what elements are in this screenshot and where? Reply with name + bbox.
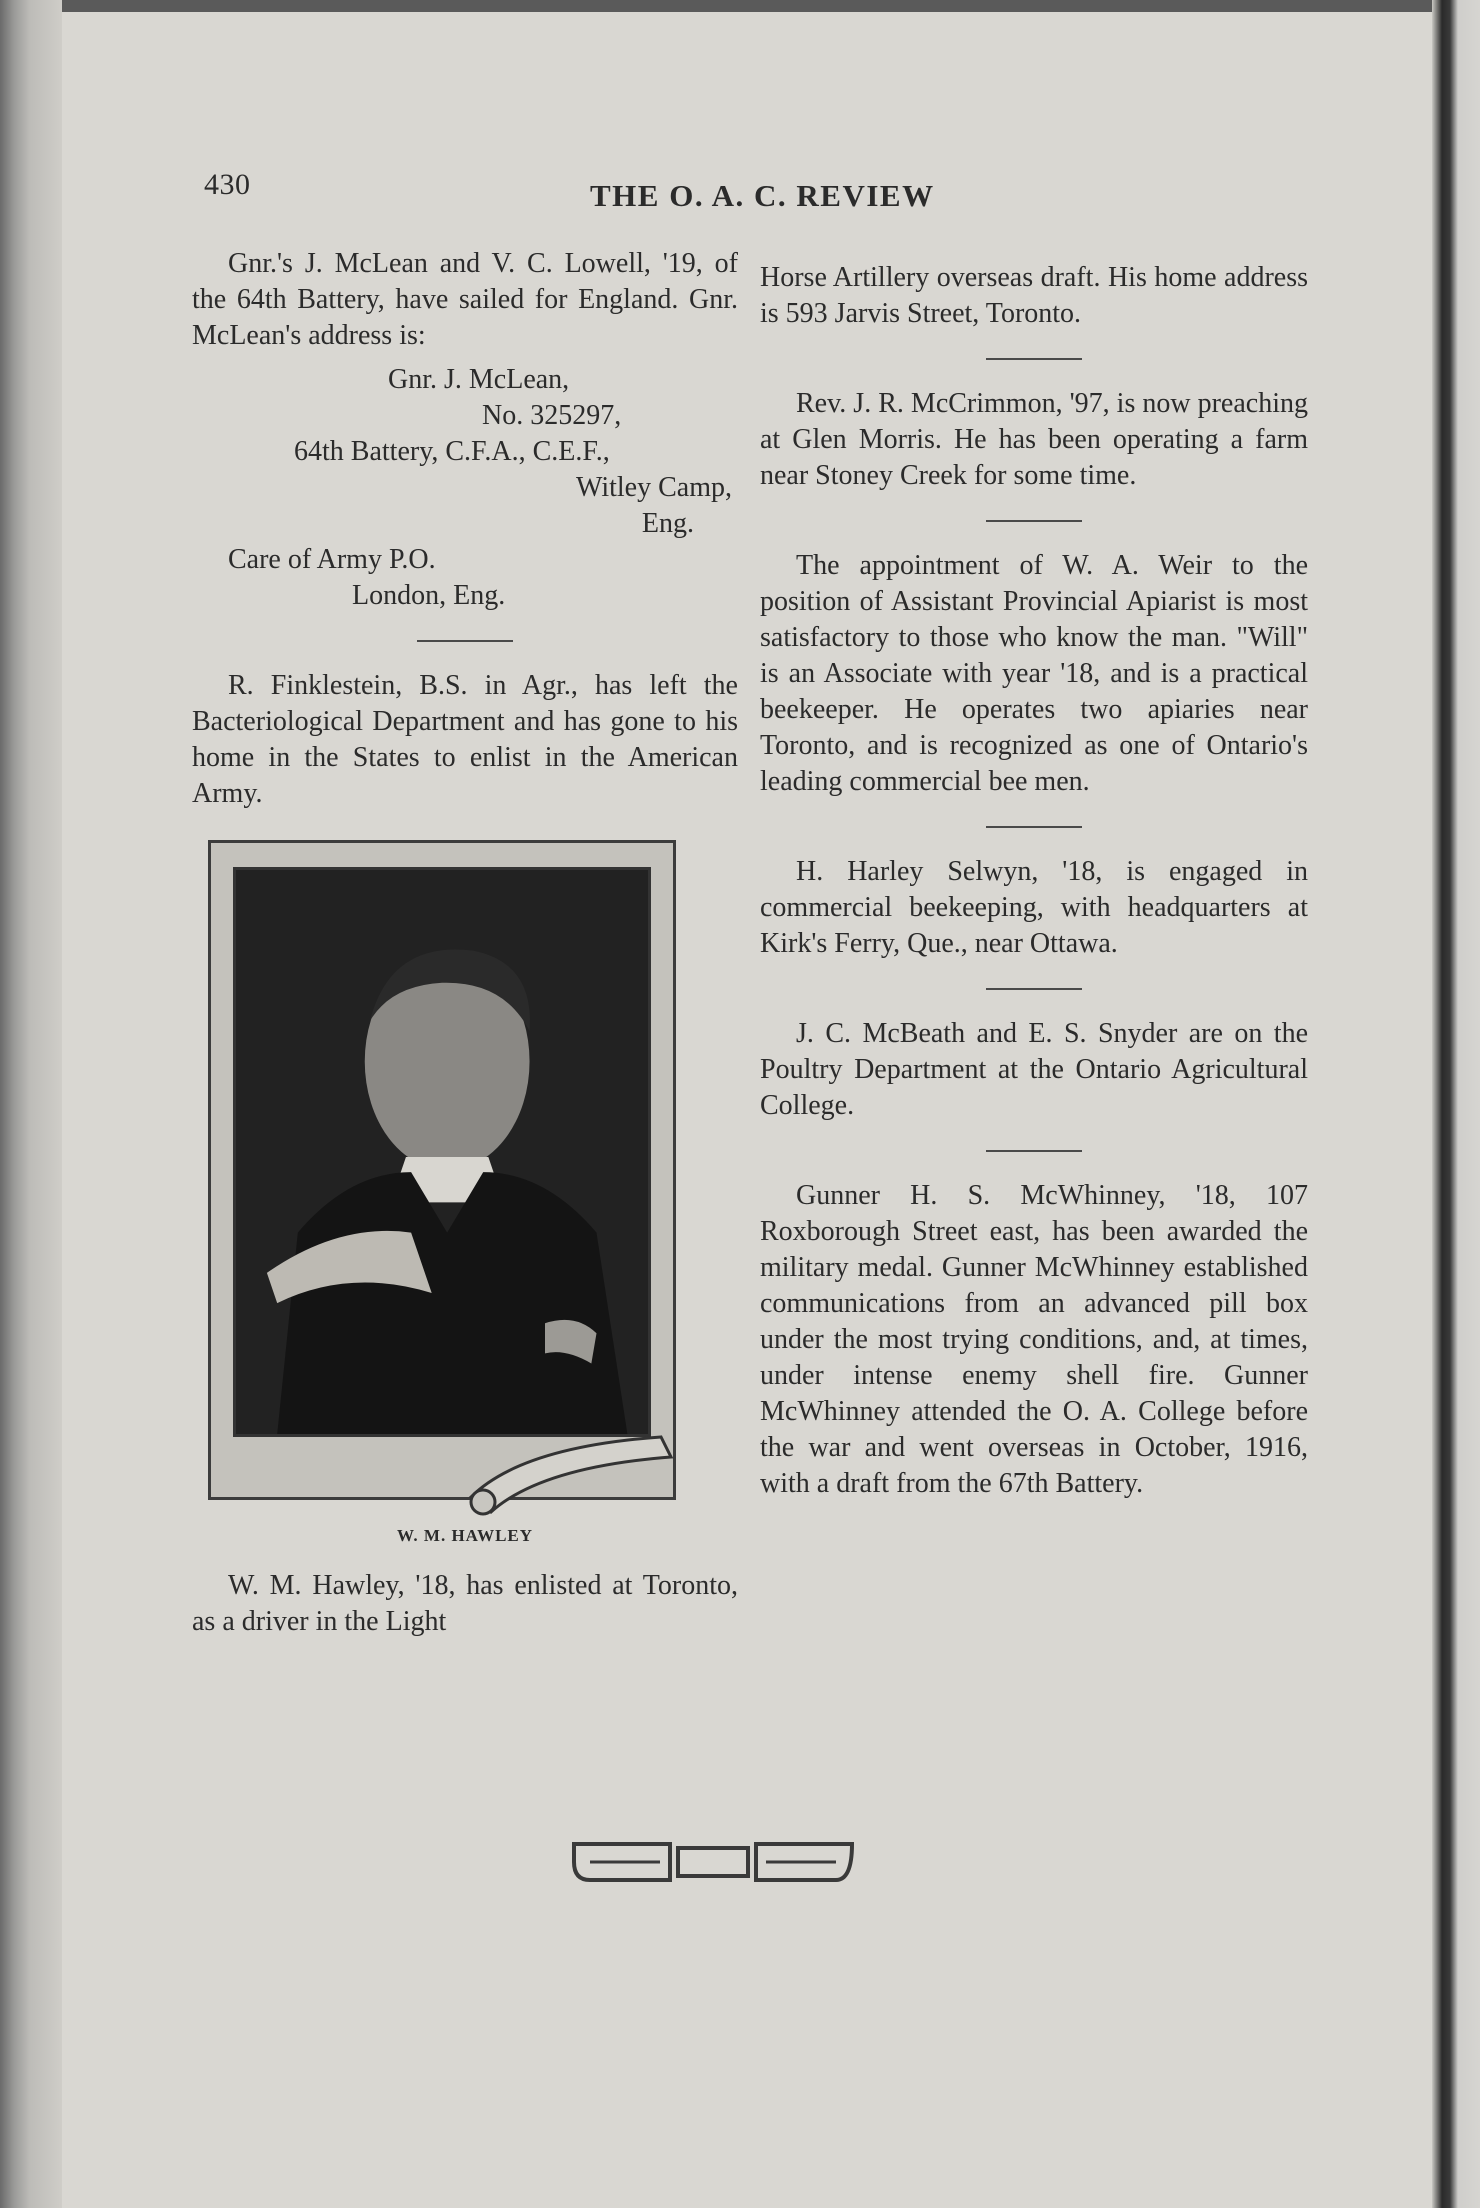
address-line: Eng. (641, 508, 694, 539)
scroll-ornament-icon (461, 1427, 681, 1517)
paragraph-hawley-continued: Horse Artillery overseas draft. His home address is 593 Jarvis Street, Toronto. (760, 262, 1308, 329)
right-column (760, 260, 1308, 1502)
book-binding-shadow (0, 0, 62, 2208)
end-ornament-icon (570, 1834, 856, 1890)
paragraph-mcbeath-snyder: J. C. McBeath and E. S. Snyder are on the Poultry Department at the Ontario Agricultural College. (760, 1018, 1308, 1121)
paragraph-finklestein: R. Finklestein, B.S. in Agr., has left the Bacteriological Department and has gone to his home in the States to enlist in the American Army. (192, 670, 738, 809)
address-line: Gnr. J. McLean, (388, 364, 570, 395)
address-line: 64th Battery, C.F.A., C.E.F., (294, 436, 610, 467)
photo-caption: W. M. HAWLEY (396, 1526, 534, 1545)
address-line: London, Eng. (352, 580, 506, 611)
portrait-photo-frame (208, 840, 676, 1500)
running-title: THE O. A. C. REVIEW (590, 178, 935, 213)
section-divider (986, 1150, 1082, 1152)
paragraph-mccrimmon: Rev. J. R. McCrimmon, '97, is now preaching at Glen Morris. He has been operating a farm near Stoney Creek for some time. (760, 388, 1308, 491)
section-divider (986, 988, 1082, 990)
paragraph-mclean-lowell: Gnr.'s J. McLean and V. C. Lowell, '19, of the 64th Battery, have sailed for England. Gnr. McLean's address is: (192, 248, 738, 351)
portrait-photo (233, 867, 651, 1437)
section-divider (417, 640, 513, 642)
address-line: No. 325297, (482, 400, 622, 431)
portrait-figure-icon (236, 870, 648, 1434)
paragraph-selwyn: H. Harley Selwyn, '18, is engaged in commercial beekeeping, with headquarters at Kirk's Ferry, Que., near Ottawa. (760, 856, 1308, 959)
paragraph-hawley: W. M. Hawley, '18, has enlisted at Toronto, as a driver in the Light (192, 1570, 738, 1637)
paragraph-mcwhinney: Gunner H. S. McWhinney, '18, 107 Roxborough Street east, has been awarded the military medal. Gunner McWhinney established communications from an advanced pill box under the most trying conditions, and, at times, under intense enemy shell fire. Gunner McWhinney attended the O. A. College before the war and went overseas in October, 1916, with a draft from the 67th Battery. (760, 1180, 1308, 1499)
page-number: 430 (204, 168, 251, 201)
section-divider (986, 520, 1082, 522)
section-divider (986, 826, 1082, 828)
section-divider (986, 358, 1082, 360)
left-column (192, 246, 738, 1640)
address-line: Care of Army P.O. (228, 544, 436, 575)
page-top-edge (0, 0, 1480, 12)
paragraph-weir: The appointment of W. A. Weir to the position of Assistant Provincial Apiarist is most satisfactory to those who know the man. "Will" is an Associate with year '18, and is a practical beekeeper. He operates two apiaries near Toronto, and is recognized as one of Ontario's leading commercial bee men. (760, 550, 1308, 797)
page-right-edge (1432, 0, 1480, 2208)
address-line: Witley Camp, (576, 472, 732, 503)
mailing-address-block (192, 362, 738, 614)
